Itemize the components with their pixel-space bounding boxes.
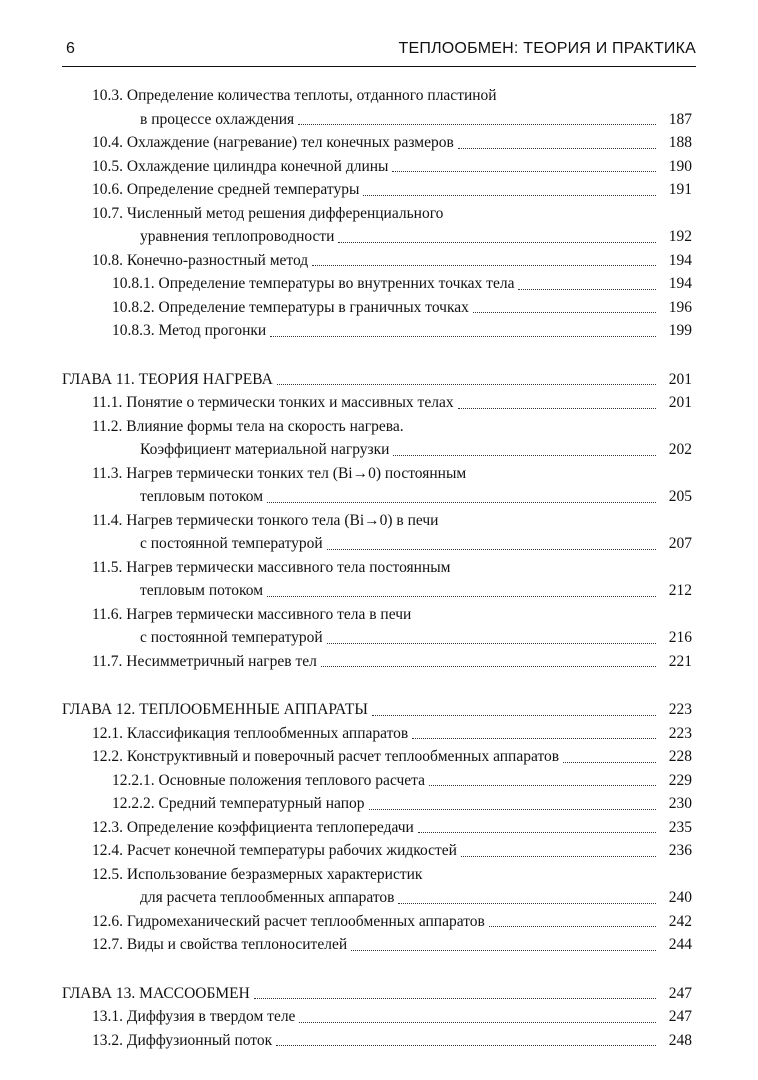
toc-page-number: 194 <box>668 275 692 292</box>
leader-dots <box>351 950 656 951</box>
toc-page-number: 230 <box>668 795 692 812</box>
toc-entry-text: в процессе охлаждения <box>140 110 295 128</box>
toc-subentry <box>62 272 692 296</box>
toc-page-number: 242 <box>668 912 692 930</box>
toc-entry <box>62 155 692 179</box>
toc-entry <box>62 650 692 674</box>
toc-entry <box>62 249 692 273</box>
toc-page-number: 196 <box>668 298 692 316</box>
toc-page-number: 236 <box>668 842 692 859</box>
toc-page-number: 229 <box>668 771 692 789</box>
toc-entry-text: 10.8.1. Определение температуры во внутренних точках тела <box>112 275 515 292</box>
toc-entry-text: 11.3. Нагрев термически тонких тел (Bi→0) постоянным <box>92 464 467 482</box>
chapter-heading <box>62 698 692 722</box>
toc-entry-text: 12.5. Использование безразмерных характеристик <box>92 865 423 883</box>
toc-entry <box>62 839 692 863</box>
toc-entry-text: 10.6. Определение средней температуры <box>92 181 360 198</box>
toc-page-number: 190 <box>668 157 692 175</box>
chapter-heading <box>62 368 692 392</box>
toc-entry <box>62 816 692 840</box>
toc-entry-text: 11.6. Нагрев термически массивного тела в печи <box>92 605 412 623</box>
toc-entry-text: 10.3. Определение количества теплоты, отданного пластиной <box>92 87 497 104</box>
toc-entry <box>62 509 692 533</box>
toc-subentry <box>62 769 692 793</box>
toc-entry-continuation <box>62 532 692 556</box>
toc-entry-text: уравнения теплопроводности <box>140 228 335 245</box>
toc-entry-continuation <box>62 579 692 603</box>
toc-entry-text: 10.8.3. Метод прогонки <box>112 322 267 339</box>
toc-page-number: 192 <box>668 228 692 245</box>
leader-dots <box>458 148 656 149</box>
toc-page-number: 191 <box>668 181 692 198</box>
leader-dots <box>299 1022 656 1023</box>
leader-dots <box>489 926 656 927</box>
toc-entry-continuation <box>62 438 692 462</box>
section-gap <box>62 957 692 982</box>
toc-subentry <box>62 319 692 343</box>
toc-entry-continuation <box>62 108 692 132</box>
leader-dots <box>327 549 656 550</box>
toc-page-number: 201 <box>668 370 692 388</box>
toc-page-number: 235 <box>668 818 692 836</box>
toc-entry-text: 12.2.1. Основные положения теплового расчета <box>112 771 426 789</box>
toc-entry-continuation <box>62 886 692 910</box>
toc-page-number: 247 <box>668 1008 692 1025</box>
chapter-heading <box>62 982 692 1006</box>
toc-entry <box>62 415 692 439</box>
toc-entry <box>62 910 692 934</box>
toc-entry-text: тепловым потоком <box>140 582 264 599</box>
toc-entry-text: 13.1. Диффузия в твердом теле <box>92 1008 296 1025</box>
toc-entry-text: для расчета теплообменных аппаратов <box>140 889 395 906</box>
toc-entry-continuation <box>62 485 692 509</box>
toc-entry-text: 11.5. Нагрев термически массивного тела постоянным <box>92 558 451 576</box>
leader-dots <box>267 596 656 597</box>
toc-entry <box>62 391 692 415</box>
toc-entry-text: 11.2. Влияние формы тела на скорость нагрева. <box>92 417 404 435</box>
leader-dots <box>458 408 656 409</box>
toc-entry <box>62 202 692 226</box>
toc-entry-text: 10.8.2. Определение температуры в граничных точках <box>112 298 469 316</box>
toc-page-number: 244 <box>668 936 692 953</box>
toc-entry <box>62 863 692 887</box>
toc-page-number: 194 <box>668 251 692 269</box>
leader-dots <box>276 1045 656 1046</box>
leader-dots <box>338 242 656 243</box>
section-gap <box>62 343 692 368</box>
toc-page-number: 221 <box>668 652 692 670</box>
running-title: ТЕПЛООБМЕН: ТЕОРИЯ И ПРАКТИКА <box>398 40 696 57</box>
toc-page-number: 205 <box>668 488 692 505</box>
toc-entry-text: 12.2.2. Средний температурный напор <box>112 795 365 812</box>
leader-dots <box>398 903 656 904</box>
toc-entry-continuation <box>62 626 692 650</box>
toc-subentry <box>62 792 692 816</box>
toc-entry-text: 12.2. Конструктивный и поверочный расчет теплообменных аппаратов <box>92 748 560 765</box>
toc-entry <box>62 462 692 486</box>
toc-entry <box>62 603 692 627</box>
toc-entry-text: 13.2. Диффузионный поток <box>92 1031 273 1049</box>
toc-page-number: 228 <box>668 748 692 765</box>
page-number: 6 <box>66 40 76 57</box>
toc-entry <box>62 722 692 746</box>
toc-page-number: 216 <box>668 629 692 646</box>
leader-dots <box>412 738 656 739</box>
toc-entry-text: 10.5. Охлаждение цилиндра конечной длины <box>92 157 389 175</box>
leader-dots <box>277 384 656 385</box>
leader-dots <box>461 856 656 857</box>
toc-page-number: 199 <box>668 322 692 339</box>
toc-page-number: 188 <box>668 134 692 151</box>
toc-entry <box>62 556 692 580</box>
leader-dots <box>267 502 656 503</box>
toc-entry <box>62 84 692 108</box>
leader-dots <box>429 785 656 786</box>
toc-entry-text: 11.4. Нагрев термически тонкого тела (Bi→0) в печи <box>92 511 439 529</box>
toc-entry <box>62 1005 692 1029</box>
leader-dots <box>418 832 656 833</box>
toc-entry <box>62 1029 692 1053</box>
toc-entry-text: 12.3. Определение коэффициента теплопередачи <box>92 818 414 836</box>
leader-dots <box>473 312 656 313</box>
toc-entry-text: 12.1. Классификация теплообменных аппаратов <box>92 724 409 742</box>
toc-entry-continuation <box>62 225 692 249</box>
leader-dots <box>270 336 656 337</box>
leader-dots <box>563 762 656 763</box>
toc-entry-text: 12.6. Гидромеханический расчет теплообменных аппаратов <box>92 912 485 930</box>
toc-page-number: 202 <box>668 441 692 458</box>
section-gap <box>62 673 692 698</box>
toc-entry-text: 10.4. Охлаждение (нагревание) тел конечных размеров <box>92 134 454 151</box>
table-of-contents <box>62 84 692 1052</box>
toc-entry-text: тепловым потоком <box>140 488 264 505</box>
toc-page-number: 201 <box>668 394 692 411</box>
toc-entry <box>62 933 692 957</box>
toc-page-number: 240 <box>668 889 692 906</box>
toc-entry-text: с постоянной температурой <box>140 629 323 646</box>
toc-entry <box>62 178 692 202</box>
toc-entry <box>62 745 692 769</box>
toc-entry-text: ГЛАВА 13. МАССООБМЕН <box>62 984 250 1002</box>
leader-dots <box>392 171 656 172</box>
leader-dots <box>321 666 656 667</box>
leader-dots <box>254 998 656 999</box>
toc-page-number: 223 <box>668 724 692 742</box>
toc-entry-text: 12.7. Виды и свойства теплоносителей <box>92 936 348 953</box>
leader-dots <box>372 715 656 716</box>
toc-page-number: 247 <box>668 984 692 1002</box>
toc-entry-text: 12.4. Расчет конечной температуры рабочих жидкостей <box>92 842 457 859</box>
toc-page-number: 207 <box>668 535 692 552</box>
toc-entry-text: Коэффициент материальной нагрузки <box>140 441 390 458</box>
toc-page-number: 212 <box>668 582 692 599</box>
toc-entry-text: 10.8. Конечно-разностный метод <box>92 251 309 269</box>
leader-dots <box>312 265 656 266</box>
leader-dots <box>363 195 656 196</box>
toc-entry-text: с постоянной температурой <box>140 535 323 552</box>
page-header <box>62 36 696 67</box>
toc-entry <box>62 131 692 155</box>
toc-entry-text: 11.1. Понятие о термически тонких и массивных телах <box>92 394 454 411</box>
toc-entry-text: ГЛАВА 12. ТЕПЛООБМЕННЫЕ АППАРАТЫ <box>62 701 368 718</box>
toc-page-number: 187 <box>668 110 692 128</box>
toc-page-number: 248 <box>668 1031 692 1049</box>
leader-dots <box>369 809 656 810</box>
leader-dots <box>518 289 656 290</box>
toc-page-number: 223 <box>668 701 692 718</box>
toc-entry-text: 10.7. Численный метод решения дифференциального <box>92 204 444 222</box>
leader-dots <box>327 643 656 644</box>
leader-dots <box>393 455 656 456</box>
leader-dots <box>298 124 656 125</box>
toc-entry-text: ГЛАВА 11. ТЕОРИЯ НАГРЕВА <box>62 370 273 388</box>
toc-subentry <box>62 296 692 320</box>
toc-entry-text: 11.7. Несимметричный нагрев тел <box>92 652 317 670</box>
